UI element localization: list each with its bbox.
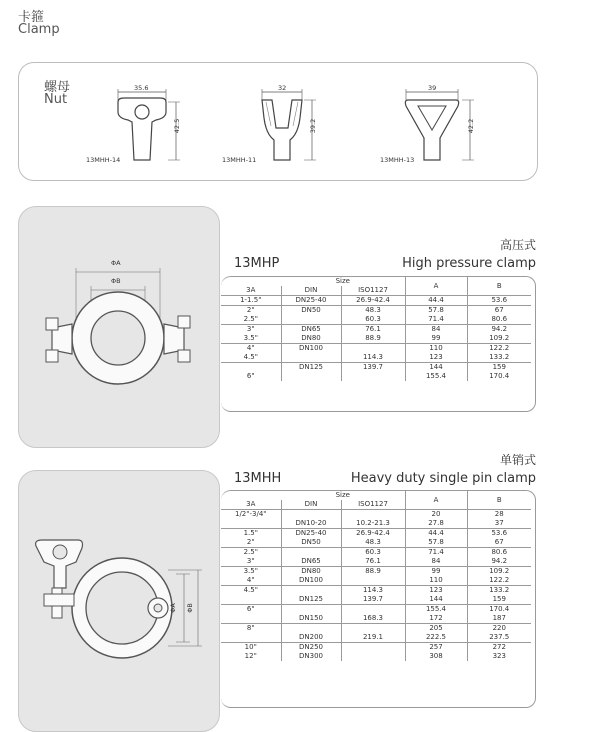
nut-2-height: 39.2 <box>309 118 318 134</box>
cell-din <box>281 510 341 520</box>
cell-din: DN25-40 <box>281 529 341 539</box>
cell-3a <box>221 363 281 373</box>
hh-title-en: Heavy duty single pin clamp <box>350 471 536 486</box>
cell-iso <box>341 605 405 615</box>
cell-iso: 26.9-42.4 <box>341 529 405 539</box>
cell-b: 109.2 <box>467 334 531 344</box>
cell-iso: 114.3 <box>341 586 405 596</box>
cell-a: 205 <box>405 624 467 634</box>
cell-iso <box>341 344 405 354</box>
cell-din: DN125 <box>281 363 341 373</box>
cell-iso <box>341 576 405 586</box>
nut-3-width: 39 <box>428 84 437 92</box>
cell-3a: 4.5" <box>243 353 258 361</box>
cell-b: 187 <box>467 614 531 624</box>
cell-3a: 6" <box>221 605 281 615</box>
cell-din: DN300 <box>281 652 341 661</box>
header-blank <box>221 277 281 286</box>
nut-drawing-3 <box>405 89 474 160</box>
nut-1-width: 35.6 <box>134 84 149 92</box>
table-row <box>221 372 531 381</box>
cell-a: 44.4 <box>405 296 467 306</box>
cell-3a: 1-1.5" <box>221 296 281 306</box>
cell-iso <box>341 643 405 653</box>
cell-b: 170.4 <box>467 605 531 615</box>
cell-b: 323 <box>467 652 531 661</box>
cell-iso: 10.2-21.3 <box>341 519 405 529</box>
table-row <box>221 315 531 325</box>
cell-b: 37 <box>467 519 531 529</box>
table-row <box>221 296 531 306</box>
cell-iso <box>341 510 405 520</box>
cell-a: 172 <box>405 614 467 624</box>
page-title-en: Clamp <box>18 22 60 37</box>
table-row <box>221 614 531 624</box>
table-row <box>221 652 531 661</box>
cell-3a: 2" <box>246 538 255 546</box>
nut-drawings <box>0 0 614 200</box>
cell-3a: 2.5" <box>221 548 281 558</box>
cell-3a: 2.5" <box>243 315 258 323</box>
nut-3-code: 13MHH-13 <box>380 156 415 164</box>
hh-model: 13MHH <box>234 471 282 486</box>
table-row <box>221 586 531 596</box>
cell-iso: 76.1 <box>341 557 405 567</box>
cell-iso: 88.9 <box>341 567 405 577</box>
header-a: A <box>405 491 467 510</box>
cell-din <box>281 586 341 596</box>
cell-a: 99 <box>405 334 467 344</box>
cell-3a: 2" <box>221 306 281 316</box>
cell-iso <box>341 624 405 634</box>
table-row <box>221 633 531 643</box>
cell-din <box>281 605 341 615</box>
cell-a: 222.5 <box>405 633 467 643</box>
cell-din: DN50 <box>281 306 341 316</box>
cell-a: 110 <box>405 576 467 586</box>
cell-a: 71.4 <box>405 315 467 325</box>
cell-b: 28 <box>467 510 531 520</box>
table-row <box>221 624 531 634</box>
cell-a: 308 <box>405 652 467 661</box>
cell-din: DN25-40 <box>281 296 341 306</box>
cell-din: DN80 <box>281 567 341 577</box>
hp-title-cn: 高压式 <box>499 238 536 252</box>
cell-b: 133.2 <box>467 353 531 363</box>
cell-iso: 88.9 <box>341 334 405 344</box>
cell-b: 94.2 <box>467 557 531 567</box>
cell-b: 80.6 <box>467 315 531 325</box>
cell-iso: 26.9-42.4 <box>341 296 405 306</box>
table-row <box>221 344 531 354</box>
hp-phi-a-label: ΦA <box>111 259 121 267</box>
nut-2-width: 32 <box>278 84 287 92</box>
cell-3a: 4" <box>221 344 281 354</box>
cell-iso: 60.3 <box>341 548 405 558</box>
cell-3a: 3.5" <box>243 334 258 342</box>
header-a: A <box>405 277 467 296</box>
table-row <box>221 334 531 344</box>
cell-3a: 1/2"-3/4" <box>221 510 281 520</box>
nut-title-en: Nut <box>44 92 68 107</box>
cell-a: 144 <box>405 363 467 373</box>
cell-3a: 10" <box>221 643 281 653</box>
cell-3a: 3" <box>246 557 255 565</box>
cell-iso: 76.1 <box>341 325 405 335</box>
hh-spec-table <box>221 491 531 661</box>
cell-b: 170.4 <box>467 372 531 381</box>
cell-a: 155.4 <box>405 605 467 615</box>
cell-din <box>281 353 341 363</box>
cell-iso: 48.3 <box>341 538 405 548</box>
cell-b: 159 <box>467 595 531 605</box>
hh-phi-a-label: ΦA <box>168 603 177 613</box>
cell-b: 272 <box>467 643 531 653</box>
table-row <box>221 605 531 615</box>
cell-din <box>281 315 341 325</box>
hp-phi-b-label: ΦB <box>111 277 121 285</box>
header-size: Size <box>335 277 350 285</box>
cell-3a <box>221 519 281 529</box>
table-row <box>221 529 531 539</box>
cell-b: 67 <box>467 306 531 316</box>
heavy-duty-clamp-drawing <box>18 470 218 722</box>
cell-a: 57.8 <box>405 538 467 548</box>
nut-3-height: 42.2 <box>467 118 476 134</box>
nut-1-height: 42.5 <box>173 118 182 134</box>
header-din: DIN <box>281 286 341 296</box>
cell-a: 84 <box>405 325 467 335</box>
cell-din: DN65 <box>281 325 341 335</box>
cell-iso: 48.3 <box>341 306 405 316</box>
high-pressure-clamp-drawing <box>18 206 218 446</box>
cell-iso: 219.1 <box>341 633 405 643</box>
cell-iso <box>341 372 405 381</box>
table-row <box>221 576 531 586</box>
table-row <box>221 325 531 335</box>
cell-3a: 1.5" <box>221 529 281 539</box>
header-iso: ISO1127 <box>341 500 405 510</box>
cell-b: 94.2 <box>467 325 531 335</box>
cell-iso: 114.3 <box>341 353 405 363</box>
cell-din: DN200 <box>281 633 341 643</box>
cell-b: 109.2 <box>467 567 531 577</box>
header-3a: 3A <box>246 500 256 508</box>
nut-2-code: 13MHH-11 <box>222 156 257 164</box>
cell-b: 133.2 <box>467 586 531 596</box>
cell-3a: 6" <box>246 372 255 380</box>
cell-3a: 8" <box>221 624 281 634</box>
hp-model: 13MHP <box>234 256 280 271</box>
cell-din: DN50 <box>281 538 341 548</box>
table-row <box>221 353 531 363</box>
cell-b: 237.5 <box>467 633 531 643</box>
cell-b: 220 <box>467 624 531 634</box>
cell-b: 53.6 <box>467 529 531 539</box>
header-din: DIN <box>281 500 341 510</box>
cell-3a: 3.5" <box>221 567 281 577</box>
cell-a: 71.4 <box>405 548 467 558</box>
cell-a: 144 <box>405 595 467 605</box>
cell-iso <box>341 652 405 661</box>
table-row <box>221 548 531 558</box>
cell-3a <box>221 595 281 605</box>
page-title-cn: 卡箍 <box>18 10 45 25</box>
cell-din <box>281 548 341 558</box>
cell-din: DN100 <box>281 344 341 354</box>
cell-iso: 60.3 <box>341 315 405 325</box>
header-3a: 3A <box>246 286 256 294</box>
cell-a: 155.4 <box>405 372 467 381</box>
cell-iso: 139.7 <box>341 595 405 605</box>
table-row <box>221 595 531 605</box>
table-row <box>221 643 531 653</box>
cell-din <box>281 624 341 634</box>
cell-b: 122.2 <box>467 576 531 586</box>
nut-drawing-1 <box>118 89 180 160</box>
table-header-row <box>221 491 531 500</box>
cell-din: DN100 <box>281 576 341 586</box>
cell-a: 84 <box>405 557 467 567</box>
cell-3a: 12" <box>244 652 257 660</box>
cell-3a: 4.5" <box>221 586 281 596</box>
cell-b: 122.2 <box>467 344 531 354</box>
hh-title-cn: 单销式 <box>499 453 536 467</box>
header-size: Size <box>335 491 350 499</box>
cell-b: 53.6 <box>467 296 531 306</box>
header-iso: ISO1127 <box>341 286 405 296</box>
header-b: B <box>467 491 531 510</box>
cell-a: 57.8 <box>405 306 467 316</box>
cell-a: 20 <box>405 510 467 520</box>
cell-a: 27.8 <box>405 519 467 529</box>
cell-3a <box>221 614 281 624</box>
cell-din: DN250 <box>281 643 341 653</box>
table-row <box>221 519 531 529</box>
table-row <box>221 306 531 316</box>
table-row <box>221 557 531 567</box>
cell-a: 99 <box>405 567 467 577</box>
cell-a: 110 <box>405 344 467 354</box>
cell-3a: 4" <box>246 576 255 584</box>
header-b: B <box>467 277 531 296</box>
table-header-row <box>221 277 531 286</box>
cell-a: 257 <box>405 643 467 653</box>
table-row <box>221 538 531 548</box>
cell-b: 159 <box>467 363 531 373</box>
hp-title-en: High pressure clamp <box>402 256 536 271</box>
table-row <box>221 567 531 577</box>
cell-din: DN10-20 <box>281 519 341 529</box>
cell-iso: 168.3 <box>341 614 405 624</box>
hp-spec-table <box>221 277 531 381</box>
cell-din: DN125 <box>281 595 341 605</box>
cell-iso: 139.7 <box>341 363 405 373</box>
cell-din: DN150 <box>281 614 341 624</box>
hh-phi-b-label: ΦB <box>185 603 194 613</box>
cell-a: 44.4 <box>405 529 467 539</box>
nut-title-cn: 螺母 <box>44 80 71 95</box>
cell-3a <box>221 633 281 643</box>
nut-1-code: 13MHH-14 <box>86 156 121 164</box>
cell-din: DN80 <box>281 334 341 344</box>
table-row <box>221 363 531 373</box>
table-row <box>221 510 531 520</box>
cell-b: 80.6 <box>467 548 531 558</box>
cell-3a: 3" <box>221 325 281 335</box>
nut-drawing-2 <box>262 89 316 160</box>
cell-b: 67 <box>467 538 531 548</box>
cell-a: 123 <box>405 353 467 363</box>
cell-a: 123 <box>405 586 467 596</box>
cell-din: DN65 <box>281 557 341 567</box>
header-blank <box>221 491 281 500</box>
cell-din <box>281 372 341 381</box>
